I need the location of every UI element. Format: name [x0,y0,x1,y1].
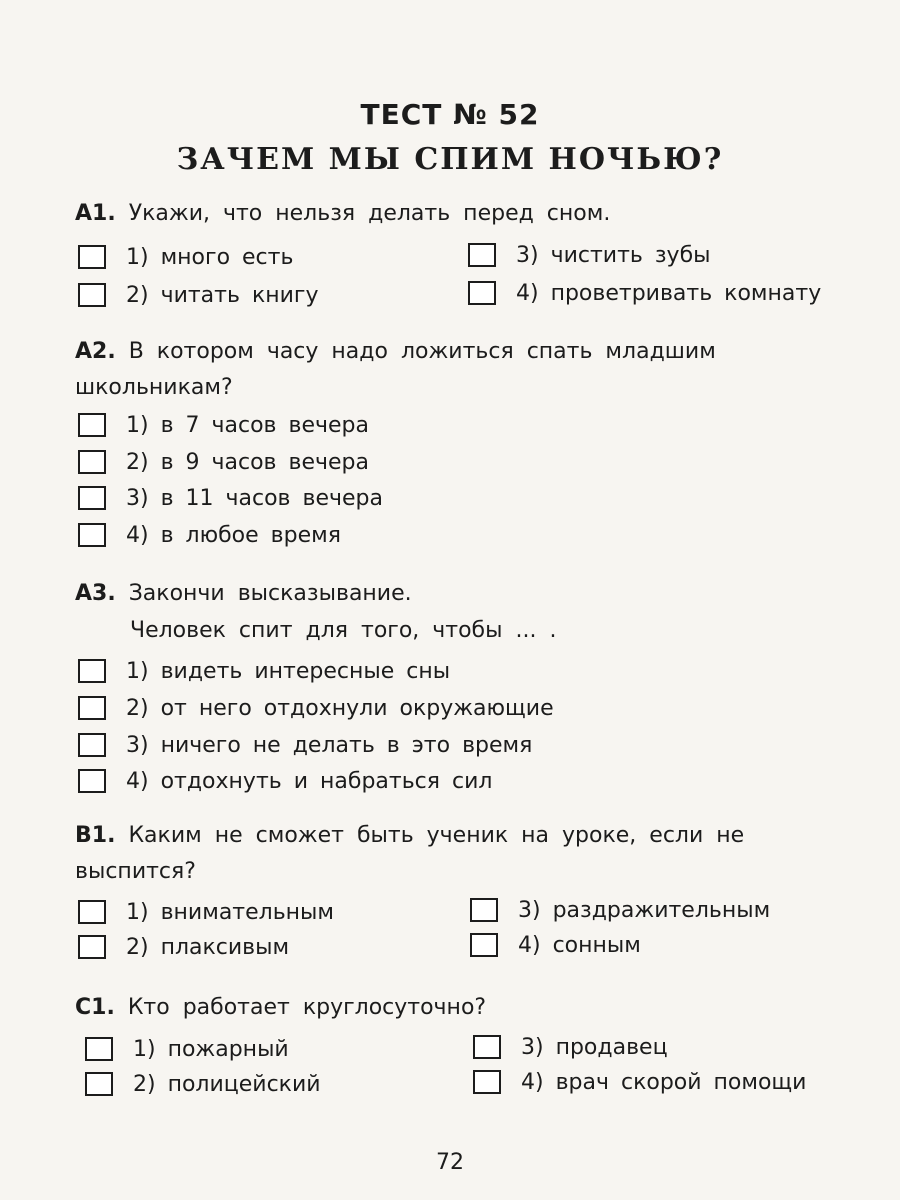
option-a2-2[interactable] [78,447,369,477]
option-label: 4) проветривать комнату [516,280,822,306]
option-a1-2[interactable] [78,280,319,310]
option-label: 4) врач скорой помощи [521,1069,807,1095]
option-a1-1[interactable] [78,242,293,272]
answer-checkbox[interactable] [473,1035,501,1059]
option-c1-3[interactable] [473,1032,668,1062]
answer-checkbox[interactable] [470,933,498,957]
option-c1-1[interactable] [85,1034,289,1064]
option-b1-1[interactable] [78,897,334,927]
option-label: 1) внимательным [126,899,335,925]
option-label: 1) много есть [126,244,294,270]
answer-checkbox[interactable] [78,245,106,269]
answer-checkbox[interactable] [85,1072,113,1096]
answer-checkbox[interactable] [78,486,106,510]
test-number: ТЕСТ № 52 [360,98,540,131]
option-label: 2) полицейский [133,1071,321,1097]
answer-checkbox[interactable] [78,900,106,924]
answer-checkbox[interactable] [78,450,106,474]
option-a3-4[interactable] [78,766,492,796]
answer-checkbox[interactable] [78,413,106,437]
option-label: 2) в 9 часов вечера [126,449,369,475]
question-id: А3. [75,581,116,606]
option-a2-4[interactable] [78,520,341,550]
question-a1 [75,196,865,232]
option-a1-4[interactable] [468,278,821,308]
option-label: 2) плаксивым [126,934,290,960]
page-number: 72 [436,1150,464,1175]
option-label: 3) продавец [521,1034,668,1060]
answer-checkbox[interactable] [78,283,106,307]
option-a3-1[interactable] [78,656,450,686]
option-label: 1) в 7 часов вечера [126,412,369,438]
option-a2-1[interactable] [78,410,369,440]
answer-checkbox[interactable] [78,523,106,547]
option-label: 1) пожарный [133,1036,289,1062]
answer-checkbox[interactable] [85,1037,113,1061]
option-c1-2[interactable] [85,1069,321,1099]
answer-checkbox[interactable] [78,659,106,683]
option-label: 2) читать книгу [126,282,319,308]
option-a2-3[interactable] [78,483,383,513]
option-a3-3[interactable] [78,730,532,760]
question-text: Кто работает круглосуточно? [127,995,487,1020]
option-label: 3) ничего не делать в это время [126,732,533,758]
question-text: В котором часу надо ложиться спать младшим школьникам? [75,339,716,400]
question-id: С1. [75,995,115,1020]
answer-checkbox[interactable] [468,281,496,305]
option-label: 4) сонным [518,932,641,958]
option-label: 3) в 11 часов вечера [126,485,383,511]
answer-checkbox[interactable] [473,1070,501,1094]
answer-checkbox[interactable] [468,243,496,267]
answer-checkbox[interactable] [78,696,106,720]
option-b1-3[interactable] [470,895,770,925]
question-c1 [75,990,865,1026]
answer-checkbox[interactable] [78,935,106,959]
option-b1-2[interactable] [78,932,289,962]
answer-checkbox[interactable] [78,769,106,793]
option-label: 4) в любое время [126,522,341,548]
question-a2 [75,334,865,406]
answer-checkbox[interactable] [470,898,498,922]
option-b1-4[interactable] [470,930,641,960]
option-a1-3[interactable] [468,240,711,270]
option-c1-4[interactable] [473,1067,806,1097]
question-id: А1. [75,201,116,226]
question-id: А2. [75,339,116,364]
question-a3 [75,576,865,612]
option-a3-2[interactable] [78,693,554,723]
question-a3-subtext: Человек спит для того, чтобы ... . [130,618,557,643]
option-label: 4) отдохнуть и набраться сил [126,768,493,794]
option-label: 2) от него отдохнули окружающие [126,695,554,721]
option-label: 3) чистить зубы [516,242,711,268]
answer-checkbox[interactable] [78,733,106,757]
question-text: Укажи, что нельзя делать перед сном. [128,201,611,226]
question-id: В1. [75,823,116,848]
question-text: Закончи высказывание. [128,581,412,606]
question-text: Каким не сможет быть ученик на уроке, если не выспится? [75,823,745,884]
question-b1 [75,818,865,890]
option-label: 1) видеть интересные сны [126,658,451,684]
test-title: ЗАЧЕМ МЫ СПИМ НОЧЬЮ? [176,142,724,177]
option-label: 3) раздражительным [518,897,771,923]
